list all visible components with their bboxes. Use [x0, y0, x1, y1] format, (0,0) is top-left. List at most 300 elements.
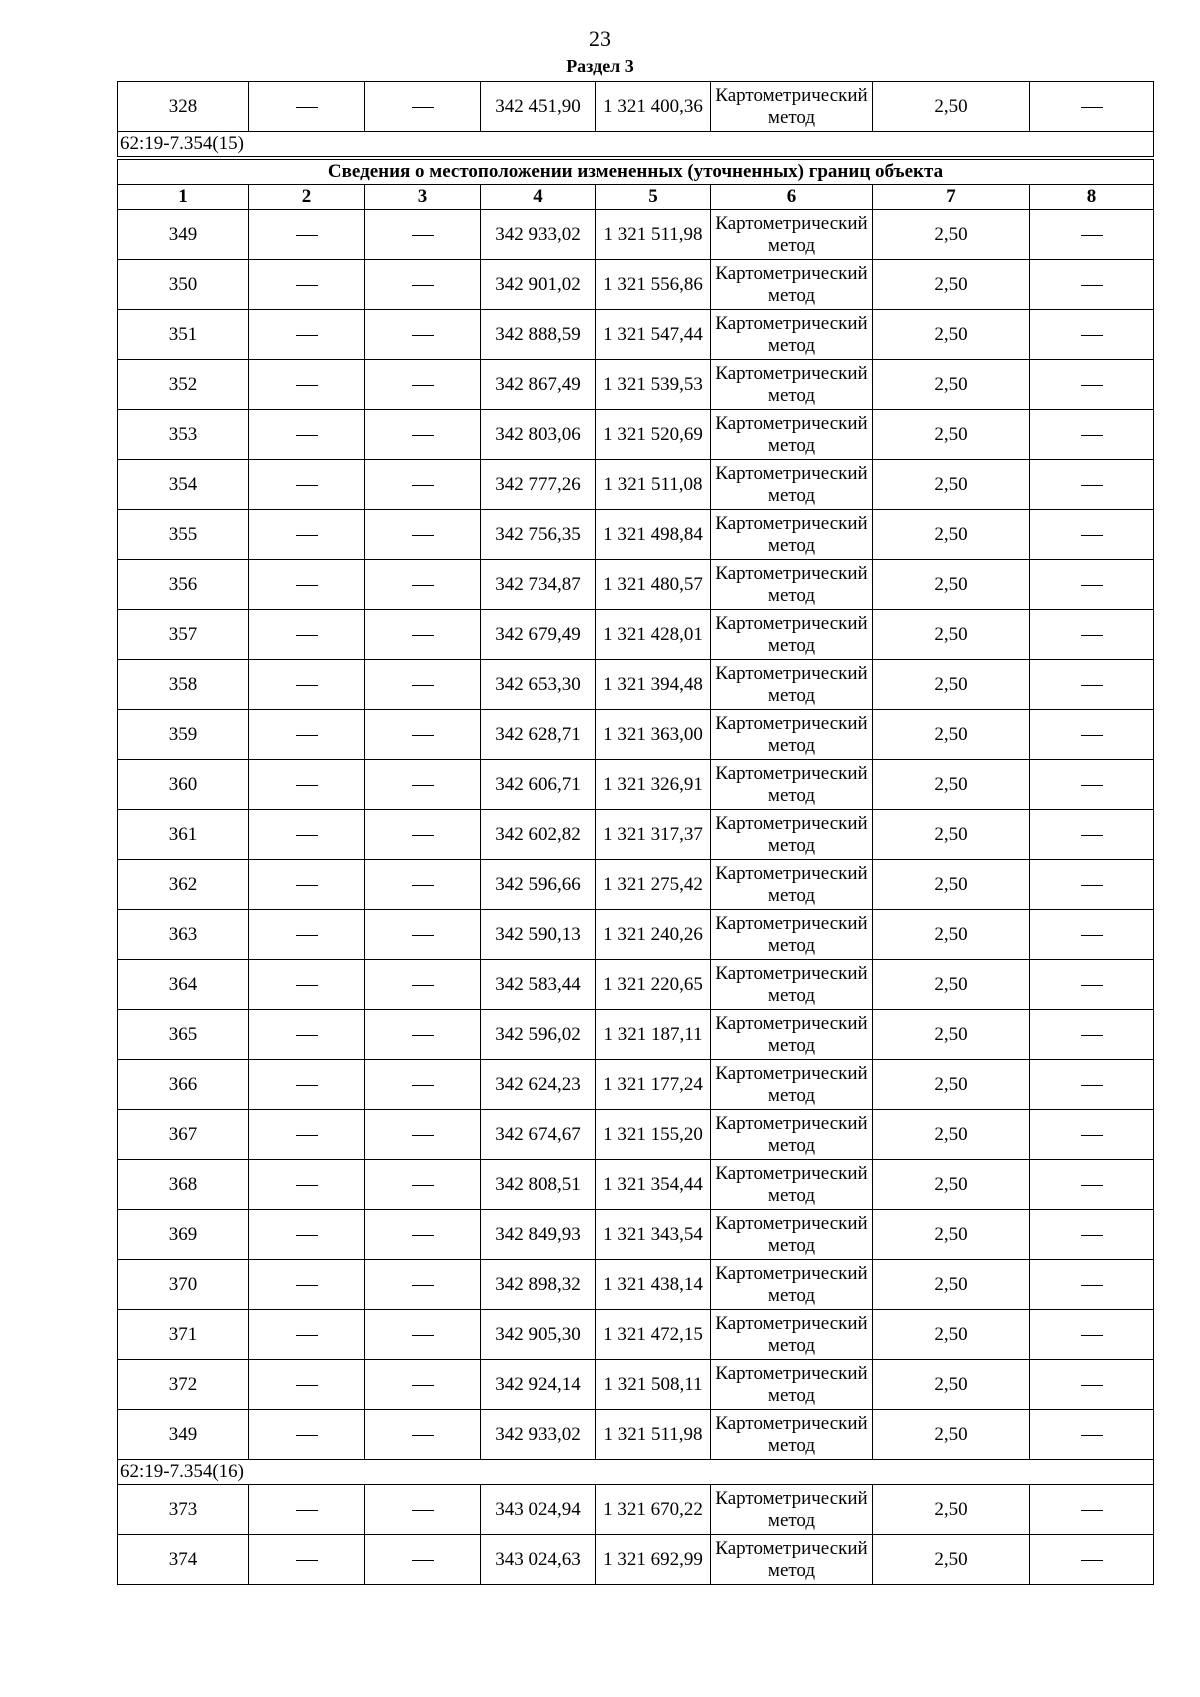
empty-cell	[1030, 360, 1154, 410]
coordinate-y: 1 321 670,22	[596, 1485, 711, 1535]
empty-cell	[1030, 1485, 1154, 1535]
object-label-row	[118, 1460, 1154, 1485]
dash-mark	[296, 1560, 318, 1561]
dash-mark	[412, 785, 434, 786]
table-row	[118, 1535, 1154, 1585]
table-row	[118, 1485, 1154, 1535]
dash-mark	[1081, 1285, 1103, 1286]
coordinate-y: 1 321 400,36	[596, 82, 711, 132]
dash-mark	[1081, 535, 1103, 536]
empty-cell	[1030, 1310, 1154, 1360]
column-number: 8	[1030, 185, 1154, 210]
point-number: 366	[118, 1060, 249, 1110]
method-cell: Картометрический метод	[711, 310, 873, 360]
method-cell: Картометрический метод	[711, 960, 873, 1010]
dash-mark	[1081, 785, 1103, 786]
empty-cell	[1030, 760, 1154, 810]
method-cell: Картометрический метод	[711, 810, 873, 860]
empty-cell	[249, 260, 365, 310]
table-row	[118, 510, 1154, 560]
dash-mark	[296, 235, 318, 236]
method-cell: Картометрический метод	[711, 360, 873, 410]
empty-cell	[365, 660, 481, 710]
empty-cell	[249, 1060, 365, 1110]
accuracy-value: 2,50	[873, 260, 1030, 310]
coordinate-x: 342 653,30	[481, 660, 596, 710]
table-row	[118, 860, 1154, 910]
dash-mark	[296, 535, 318, 536]
table-row	[118, 1210, 1154, 1260]
coordinate-y: 1 321 692,99	[596, 1535, 711, 1585]
point-number: 373	[118, 1485, 249, 1535]
accuracy-value: 2,50	[873, 710, 1030, 760]
table-row	[118, 1310, 1154, 1360]
accuracy-value: 2,50	[873, 660, 1030, 710]
empty-cell	[1030, 1260, 1154, 1310]
accuracy-value: 2,50	[873, 1410, 1030, 1460]
section-heading: Сведения о местоположении измененных (уточненных) границ объекта	[118, 158, 1154, 185]
empty-cell	[249, 1160, 365, 1210]
dash-mark	[1081, 385, 1103, 386]
dash-mark	[412, 1435, 434, 1436]
dash-mark	[296, 785, 318, 786]
column-number: 6	[711, 185, 873, 210]
accuracy-value: 2,50	[873, 1310, 1030, 1360]
coordinate-x: 342 628,71	[481, 710, 596, 760]
coordinate-x: 342 451,90	[481, 82, 596, 132]
dash-mark	[296, 735, 318, 736]
dash-mark	[1081, 1510, 1103, 1511]
table-row	[118, 610, 1154, 660]
empty-cell	[365, 1060, 481, 1110]
point-number: 362	[118, 860, 249, 910]
empty-cell	[1030, 960, 1154, 1010]
point-number: 369	[118, 1210, 249, 1260]
table-row	[118, 560, 1154, 610]
coordinate-y: 1 321 498,84	[596, 510, 711, 560]
point-number: 328	[118, 82, 249, 132]
method-cell: Картометрический метод	[711, 1310, 873, 1360]
method-cell: Картометрический метод	[711, 210, 873, 260]
dash-mark	[1081, 107, 1103, 108]
empty-cell	[365, 610, 481, 660]
empty-cell	[249, 710, 365, 760]
table-row	[118, 310, 1154, 360]
method-cell: Картометрический метод	[711, 260, 873, 310]
coordinate-y: 1 321 511,98	[596, 210, 711, 260]
coordinate-y: 1 321 428,01	[596, 610, 711, 660]
empty-cell	[1030, 810, 1154, 860]
empty-cell	[1030, 410, 1154, 460]
empty-cell	[1030, 1535, 1154, 1585]
empty-cell	[1030, 1060, 1154, 1110]
dash-mark	[296, 935, 318, 936]
object-label: 62:19-7.354(16)	[118, 1460, 1154, 1485]
dash-mark	[412, 935, 434, 936]
table-row	[118, 760, 1154, 810]
dash-mark	[412, 1135, 434, 1136]
dash-mark	[296, 1510, 318, 1511]
dash-mark	[1081, 335, 1103, 336]
dash-mark	[296, 635, 318, 636]
point-number: 363	[118, 910, 249, 960]
coordinate-x: 342 849,93	[481, 1210, 596, 1260]
accuracy-value: 2,50	[873, 960, 1030, 1010]
dash-mark	[1081, 985, 1103, 986]
coordinates-table	[117, 81, 1154, 1585]
method-cell: Картометрический метод	[711, 860, 873, 910]
empty-cell	[1030, 1210, 1154, 1260]
table-row	[118, 410, 1154, 460]
empty-cell	[1030, 82, 1154, 132]
empty-cell	[249, 610, 365, 660]
point-number: 372	[118, 1360, 249, 1410]
empty-cell	[1030, 1010, 1154, 1060]
dash-mark	[412, 635, 434, 636]
accuracy-value: 2,50	[873, 82, 1030, 132]
dash-mark	[296, 885, 318, 886]
point-number: 354	[118, 460, 249, 510]
empty-cell	[365, 1310, 481, 1360]
dash-mark	[1081, 585, 1103, 586]
dash-mark	[1081, 735, 1103, 736]
table-row	[118, 660, 1154, 710]
dash-mark	[412, 107, 434, 108]
method-cell: Картометрический метод	[711, 1360, 873, 1410]
empty-cell	[365, 1535, 481, 1585]
accuracy-value: 2,50	[873, 460, 1030, 510]
empty-cell	[1030, 460, 1154, 510]
dash-mark	[1081, 685, 1103, 686]
accuracy-value: 2,50	[873, 410, 1030, 460]
empty-cell	[365, 1410, 481, 1460]
empty-cell	[249, 660, 365, 710]
empty-cell	[249, 910, 365, 960]
empty-cell	[249, 460, 365, 510]
accuracy-value: 2,50	[873, 510, 1030, 560]
empty-cell	[365, 82, 481, 132]
dash-mark	[296, 1085, 318, 1086]
method-cell: Картометрический метод	[711, 1410, 873, 1460]
coordinate-y: 1 321 438,14	[596, 1260, 711, 1310]
empty-cell	[249, 560, 365, 610]
dash-mark	[1081, 1235, 1103, 1236]
empty-cell	[249, 1260, 365, 1310]
dash-mark	[296, 1235, 318, 1236]
dash-mark	[1081, 1560, 1103, 1561]
page-number: 23	[589, 26, 611, 51]
coordinate-y: 1 321 394,48	[596, 660, 711, 710]
coordinate-x: 342 803,06	[481, 410, 596, 460]
section-title: Раздел 3	[566, 56, 634, 76]
dash-mark	[296, 435, 318, 436]
accuracy-value: 2,50	[873, 560, 1030, 610]
dash-mark	[1081, 635, 1103, 636]
table-row	[118, 460, 1154, 510]
point-number: 349	[118, 210, 249, 260]
empty-cell	[365, 1110, 481, 1160]
method-cell: Картометрический метод	[711, 1160, 873, 1210]
accuracy-value: 2,50	[873, 1160, 1030, 1210]
dash-mark	[412, 1510, 434, 1511]
coordinate-x: 342 901,02	[481, 260, 596, 310]
dash-mark	[1081, 1185, 1103, 1186]
accuracy-value: 2,50	[873, 1010, 1030, 1060]
empty-cell	[365, 1360, 481, 1410]
accuracy-value: 2,50	[873, 1260, 1030, 1310]
dash-mark	[412, 1560, 434, 1561]
empty-cell	[365, 260, 481, 310]
dash-mark	[412, 685, 434, 686]
empty-cell	[1030, 210, 1154, 260]
dash-mark	[296, 1035, 318, 1036]
empty-cell	[1030, 310, 1154, 360]
coordinate-x: 342 933,02	[481, 210, 596, 260]
coordinate-y: 1 321 539,53	[596, 360, 711, 410]
coordinate-x: 342 808,51	[481, 1160, 596, 1210]
empty-cell	[1030, 260, 1154, 310]
point-number: 368	[118, 1160, 249, 1210]
coordinate-x: 342 596,02	[481, 1010, 596, 1060]
coordinate-x: 342 898,32	[481, 1260, 596, 1310]
accuracy-value: 2,50	[873, 360, 1030, 410]
method-cell: Картометрический метод	[711, 610, 873, 660]
dash-mark	[412, 1335, 434, 1336]
table-row	[118, 1260, 1154, 1310]
empty-cell	[1030, 1410, 1154, 1460]
empty-cell	[1030, 1360, 1154, 1410]
empty-cell	[365, 1010, 481, 1060]
table-row	[118, 1110, 1154, 1160]
coordinate-x: 342 624,23	[481, 1060, 596, 1110]
empty-cell	[1030, 660, 1154, 710]
dash-mark	[412, 985, 434, 986]
empty-cell	[365, 510, 481, 560]
accuracy-value: 2,50	[873, 1485, 1030, 1535]
empty-cell	[249, 1360, 365, 1410]
column-number: 7	[873, 185, 1030, 210]
column-numbers-row	[118, 185, 1154, 210]
point-number: 365	[118, 1010, 249, 1060]
dash-mark	[1081, 1135, 1103, 1136]
accuracy-value: 2,50	[873, 760, 1030, 810]
empty-cell	[365, 810, 481, 860]
empty-cell	[365, 360, 481, 410]
point-number: 350	[118, 260, 249, 310]
dash-mark	[1081, 935, 1103, 936]
accuracy-value: 2,50	[873, 1060, 1030, 1110]
coordinate-y: 1 321 480,57	[596, 560, 711, 610]
coordinate-x: 342 933,02	[481, 1410, 596, 1460]
empty-cell	[249, 1010, 365, 1060]
table-row	[118, 210, 1154, 260]
dash-mark	[296, 485, 318, 486]
dash-mark	[412, 835, 434, 836]
dash-mark	[296, 685, 318, 686]
dash-mark	[296, 985, 318, 986]
object-label-row	[118, 132, 1154, 159]
point-number: 360	[118, 760, 249, 810]
dash-mark	[1081, 1385, 1103, 1386]
table-row	[118, 82, 1154, 132]
coordinate-x: 342 777,26	[481, 460, 596, 510]
empty-cell	[1030, 1160, 1154, 1210]
dash-mark	[1081, 885, 1103, 886]
point-number: 361	[118, 810, 249, 860]
point-number: 371	[118, 1310, 249, 1360]
empty-cell	[365, 560, 481, 610]
method-cell: Картометрический метод	[711, 1260, 873, 1310]
coordinate-x: 342 606,71	[481, 760, 596, 810]
accuracy-value: 2,50	[873, 210, 1030, 260]
coordinate-x: 342 602,82	[481, 810, 596, 860]
coordinate-y: 1 321 556,86	[596, 260, 711, 310]
method-cell: Картометрический метод	[711, 410, 873, 460]
coordinate-y: 1 321 511,98	[596, 1410, 711, 1460]
dash-mark	[412, 585, 434, 586]
dash-mark	[412, 435, 434, 436]
coordinate-x: 342 888,59	[481, 310, 596, 360]
empty-cell	[365, 910, 481, 960]
method-cell: Картометрический метод	[711, 1060, 873, 1110]
point-number: 359	[118, 710, 249, 760]
empty-cell	[1030, 710, 1154, 760]
coordinate-y: 1 321 343,54	[596, 1210, 711, 1260]
empty-cell	[249, 960, 365, 1010]
empty-cell	[249, 410, 365, 460]
dash-mark	[296, 1385, 318, 1386]
dash-mark	[1081, 235, 1103, 236]
empty-cell	[249, 1210, 365, 1260]
method-cell: Картометрический метод	[711, 460, 873, 510]
dash-mark	[412, 1285, 434, 1286]
empty-cell	[365, 310, 481, 360]
method-cell: Картометрический метод	[711, 1535, 873, 1585]
point-number: 356	[118, 560, 249, 610]
coordinate-x: 342 734,87	[481, 560, 596, 610]
accuracy-value: 2,50	[873, 1110, 1030, 1160]
method-cell: Картометрический метод	[711, 82, 873, 132]
column-number: 3	[365, 185, 481, 210]
coordinate-y: 1 321 363,00	[596, 710, 711, 760]
empty-cell	[249, 810, 365, 860]
coordinate-y: 1 321 275,42	[596, 860, 711, 910]
dash-mark	[296, 107, 318, 108]
column-number: 4	[481, 185, 596, 210]
dash-mark	[412, 385, 434, 386]
empty-cell	[1030, 610, 1154, 660]
method-cell: Картометрический метод	[711, 760, 873, 810]
dash-mark	[1081, 435, 1103, 436]
empty-cell	[249, 1110, 365, 1160]
coordinate-y: 1 321 220,65	[596, 960, 711, 1010]
coordinate-y: 1 321 317,37	[596, 810, 711, 860]
dash-mark	[296, 385, 318, 386]
table-row	[118, 710, 1154, 760]
coordinate-x: 342 679,49	[481, 610, 596, 660]
dash-mark	[412, 335, 434, 336]
table-body	[118, 82, 1154, 1585]
coordinate-y: 1 321 177,24	[596, 1060, 711, 1110]
point-number: 351	[118, 310, 249, 360]
accuracy-value: 2,50	[873, 860, 1030, 910]
point-number: 353	[118, 410, 249, 460]
table-row	[118, 260, 1154, 310]
section-heading-row	[118, 158, 1154, 185]
empty-cell	[365, 860, 481, 910]
coordinate-x: 342 590,13	[481, 910, 596, 960]
table-row	[118, 1060, 1154, 1110]
table-row	[118, 360, 1154, 410]
accuracy-value: 2,50	[873, 1210, 1030, 1260]
table-row	[118, 1360, 1154, 1410]
empty-cell	[365, 1160, 481, 1210]
empty-cell	[249, 210, 365, 260]
method-cell: Картометрический метод	[711, 1110, 873, 1160]
table-row	[118, 1410, 1154, 1460]
method-cell: Картометрический метод	[711, 910, 873, 960]
empty-cell	[365, 960, 481, 1010]
empty-cell	[365, 1485, 481, 1535]
dash-mark	[412, 1085, 434, 1086]
method-cell: Картометрический метод	[711, 1210, 873, 1260]
dash-mark	[412, 235, 434, 236]
coordinate-x: 342 924,14	[481, 1360, 596, 1410]
method-cell: Картометрический метод	[711, 1485, 873, 1535]
empty-cell	[249, 860, 365, 910]
coordinate-y: 1 321 511,08	[596, 460, 711, 510]
dash-mark	[412, 1035, 434, 1036]
point-number: 358	[118, 660, 249, 710]
dash-mark	[296, 835, 318, 836]
column-number: 5	[596, 185, 711, 210]
dash-mark	[1081, 1435, 1103, 1436]
empty-cell	[365, 460, 481, 510]
dash-mark	[1081, 1085, 1103, 1086]
empty-cell	[365, 1210, 481, 1260]
dash-mark	[412, 485, 434, 486]
point-number: 364	[118, 960, 249, 1010]
table-row	[118, 1160, 1154, 1210]
empty-cell	[249, 1410, 365, 1460]
dash-mark	[296, 1185, 318, 1186]
dash-mark	[412, 285, 434, 286]
point-number: 357	[118, 610, 249, 660]
empty-cell	[249, 1485, 365, 1535]
point-number: 355	[118, 510, 249, 560]
coordinate-x: 342 674,67	[481, 1110, 596, 1160]
empty-cell	[249, 82, 365, 132]
empty-cell	[365, 760, 481, 810]
dash-mark	[296, 285, 318, 286]
empty-cell	[249, 310, 365, 360]
empty-cell	[365, 410, 481, 460]
coordinate-x: 342 867,49	[481, 360, 596, 410]
accuracy-value: 2,50	[873, 1360, 1030, 1410]
coordinate-x: 342 596,66	[481, 860, 596, 910]
dash-mark	[296, 585, 318, 586]
object-label: 62:19-7.354(15)	[118, 132, 1154, 159]
method-cell: Картометрический метод	[711, 660, 873, 710]
accuracy-value: 2,50	[873, 910, 1030, 960]
table-row	[118, 960, 1154, 1010]
empty-cell	[1030, 860, 1154, 910]
point-number: 349	[118, 1410, 249, 1460]
coordinate-x: 342 756,35	[481, 510, 596, 560]
column-number: 1	[118, 185, 249, 210]
method-cell: Картометрический метод	[711, 510, 873, 560]
dash-mark	[412, 1185, 434, 1186]
